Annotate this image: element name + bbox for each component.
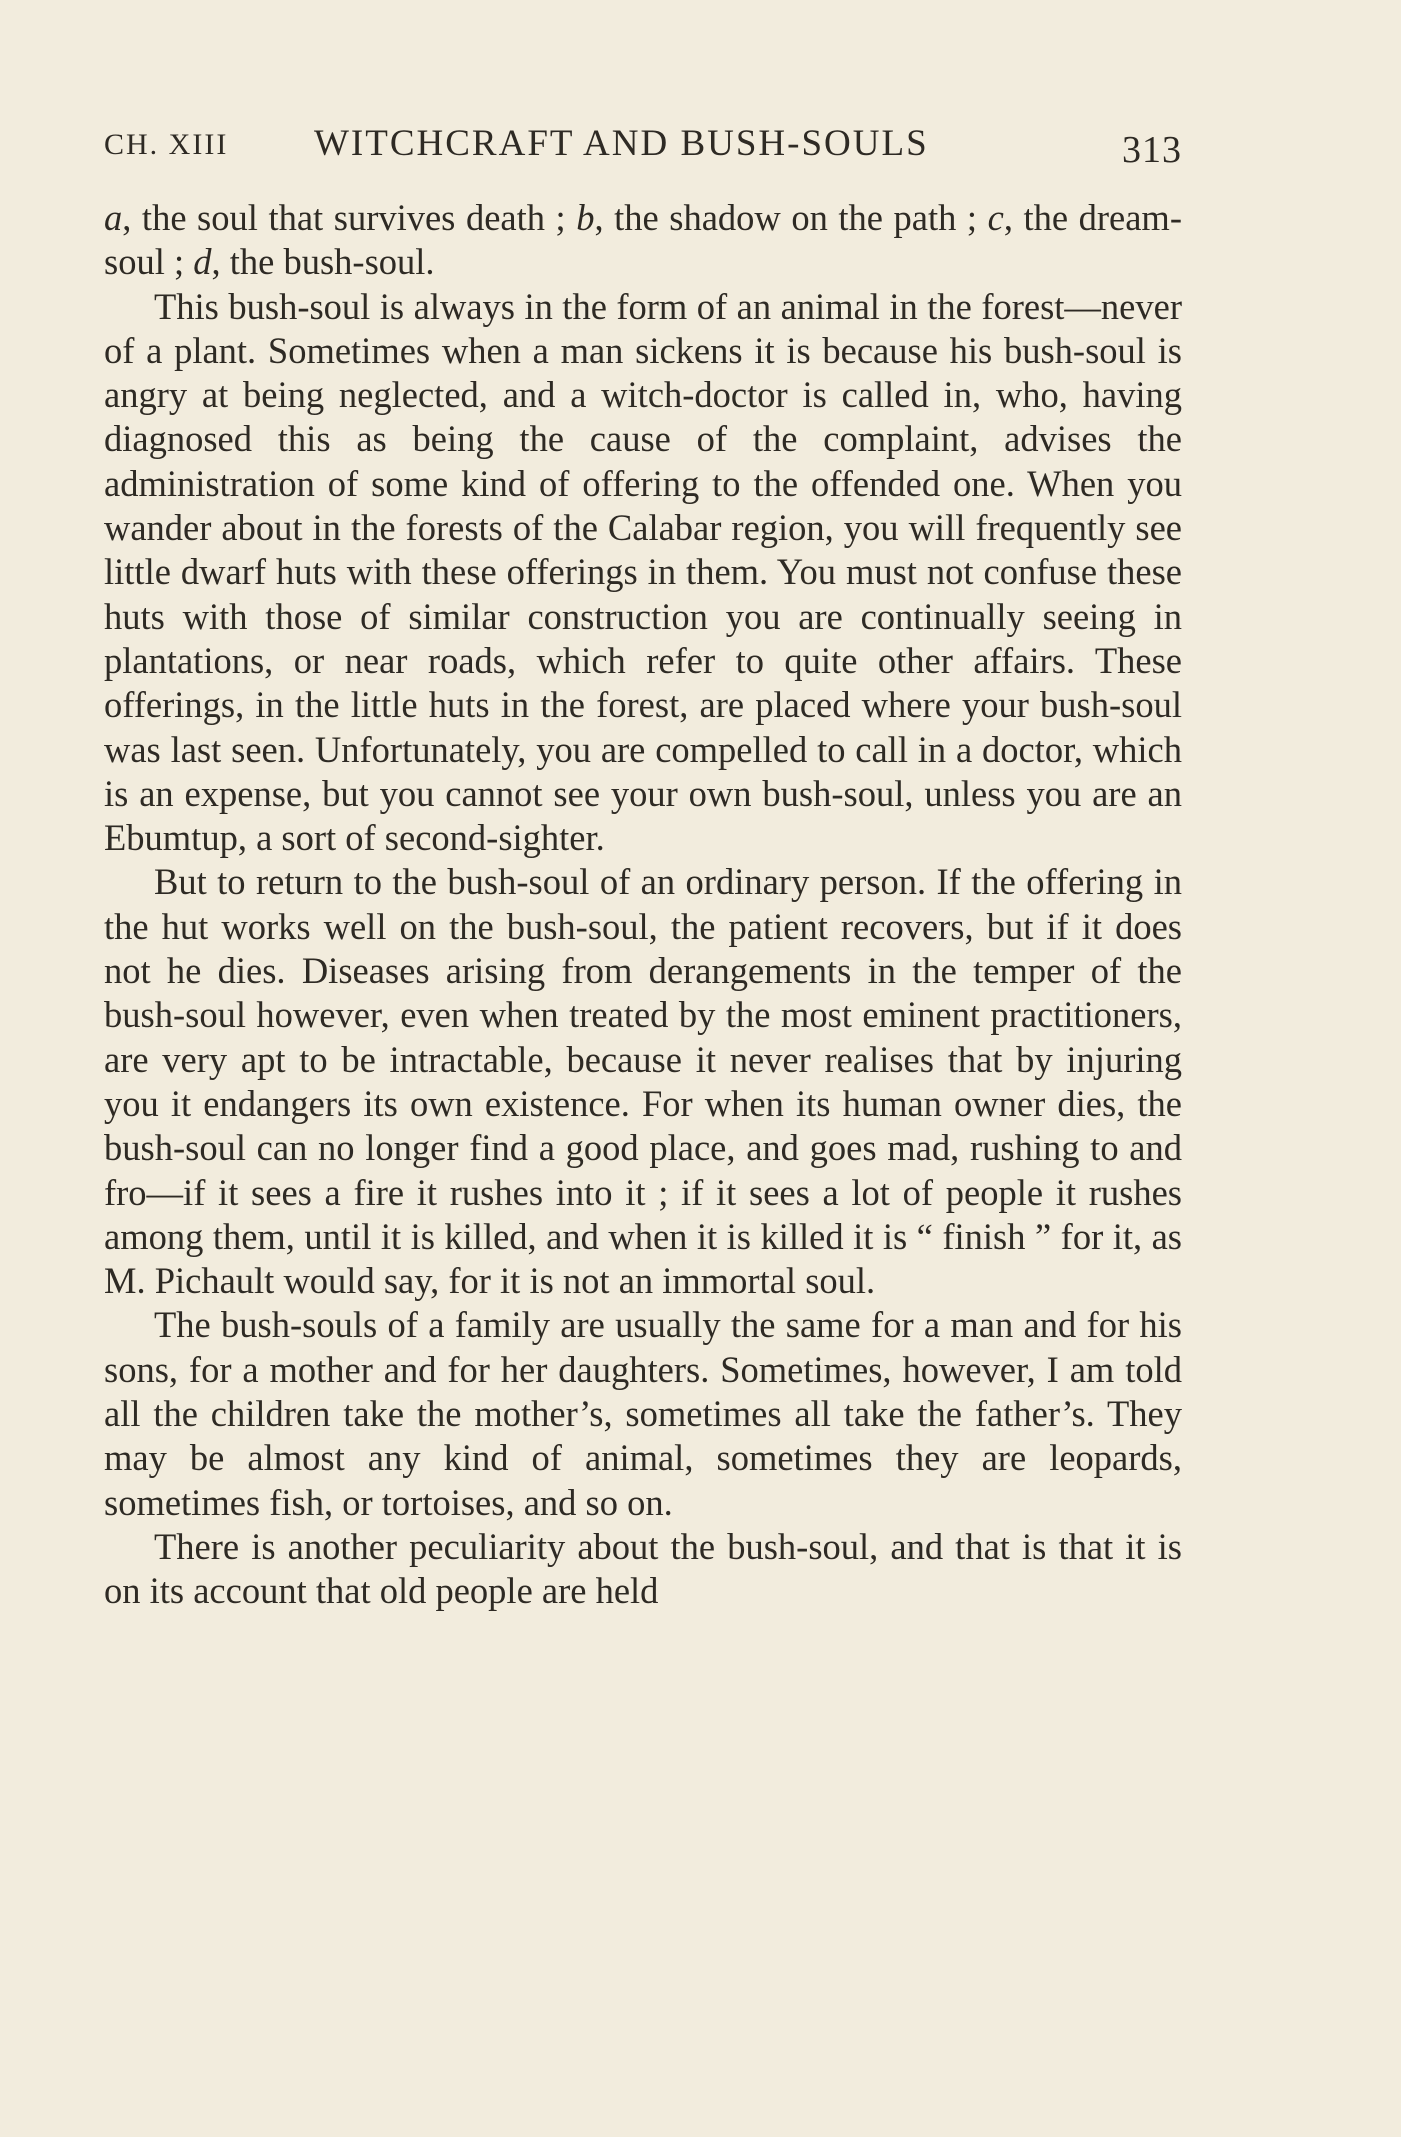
italic-segment: d (193, 241, 212, 283)
chapter-label: CH. XIII (104, 128, 229, 161)
text-segment: The bush-souls of a family are usually the same for a man and for his sons, for a mother and for her daughters. Sometimes, however, I am told all the children take the mother’s, sometimes all take the father’s. They may be almost any kind of animal, sometimes they are leopards, sometimes fish, or tortoises, and so on. (104, 1304, 1182, 1523)
paragraph (104, 1525, 1182, 1614)
paragraph (104, 1303, 1182, 1524)
italic-segment: a (104, 197, 123, 238)
text-segment: This bush-soul is always in the form of an animal in the forest—never of a plant. Sometimes when a man sickens it is because his bush-soul is angry at being neglected, and a witch-doctor is called in, who, having diagnosed this as being the cause of the complaint, advises the administration of some kind of offering to the offended one. When you wander about in the forests of the Calabar region, you will frequently see little dwarf huts with these offerings in them. You must not confuse these huts with those of similar construction you are continually seeing in plantations, or near roads, which refer to quite other affairs. These offerings, in the little huts in the forest, are placed where your bush-soul was last seen. Unfortunately, you are compelled to call in a doctor, which is an expense, but you cannot see your own bush-soul, unless you are an Ebumtup, a sort of second-sighter. (104, 285, 1182, 859)
paragraph (104, 860, 1182, 1303)
body-text (104, 196, 1182, 1614)
paragraph (104, 196, 1182, 285)
text-segment: , the bush-soul. (211, 241, 435, 283)
text-segment: , the dream-soul ; (104, 197, 1182, 283)
paragraph (104, 285, 1182, 861)
text-segment: There is another peculiarity about the bush-soul, and that is that it is on its account that old people are held (104, 1525, 1182, 1612)
italic-segment: b (576, 197, 595, 238)
chapter-title: WITCHCRAFT AND BUSH-SOULS (314, 123, 929, 164)
text-segment: But to return to the bush-soul of an ordinary person. If the offering in the hut works well on the bush-soul, the patient recovers, but if it does not he dies. Diseases arising from derangements in the temper of the bush-soul however, even when treated by the most eminent practitioners, are very apt to be intractable, because it never realises that by injuring you it endangers its own existence. For when its human owner dies, the bush-soul can no longer find a good place, and goes mad, rushing to and fro—if it sees a fire it rushes into it ; if it sees a lot of people it rushes among them, until it is killed, and when it is killed it is “ finish ” for it, as M. Pichault would say, for it is not an immortal soul. (104, 861, 1182, 1302)
text-segment: , the soul that survives death ; (122, 197, 577, 238)
text-segment: , the shadow on the path ; (594, 197, 988, 238)
running-head (104, 118, 1182, 178)
italic-segment: c (987, 197, 1004, 238)
page-number: 313 (1122, 129, 1182, 171)
